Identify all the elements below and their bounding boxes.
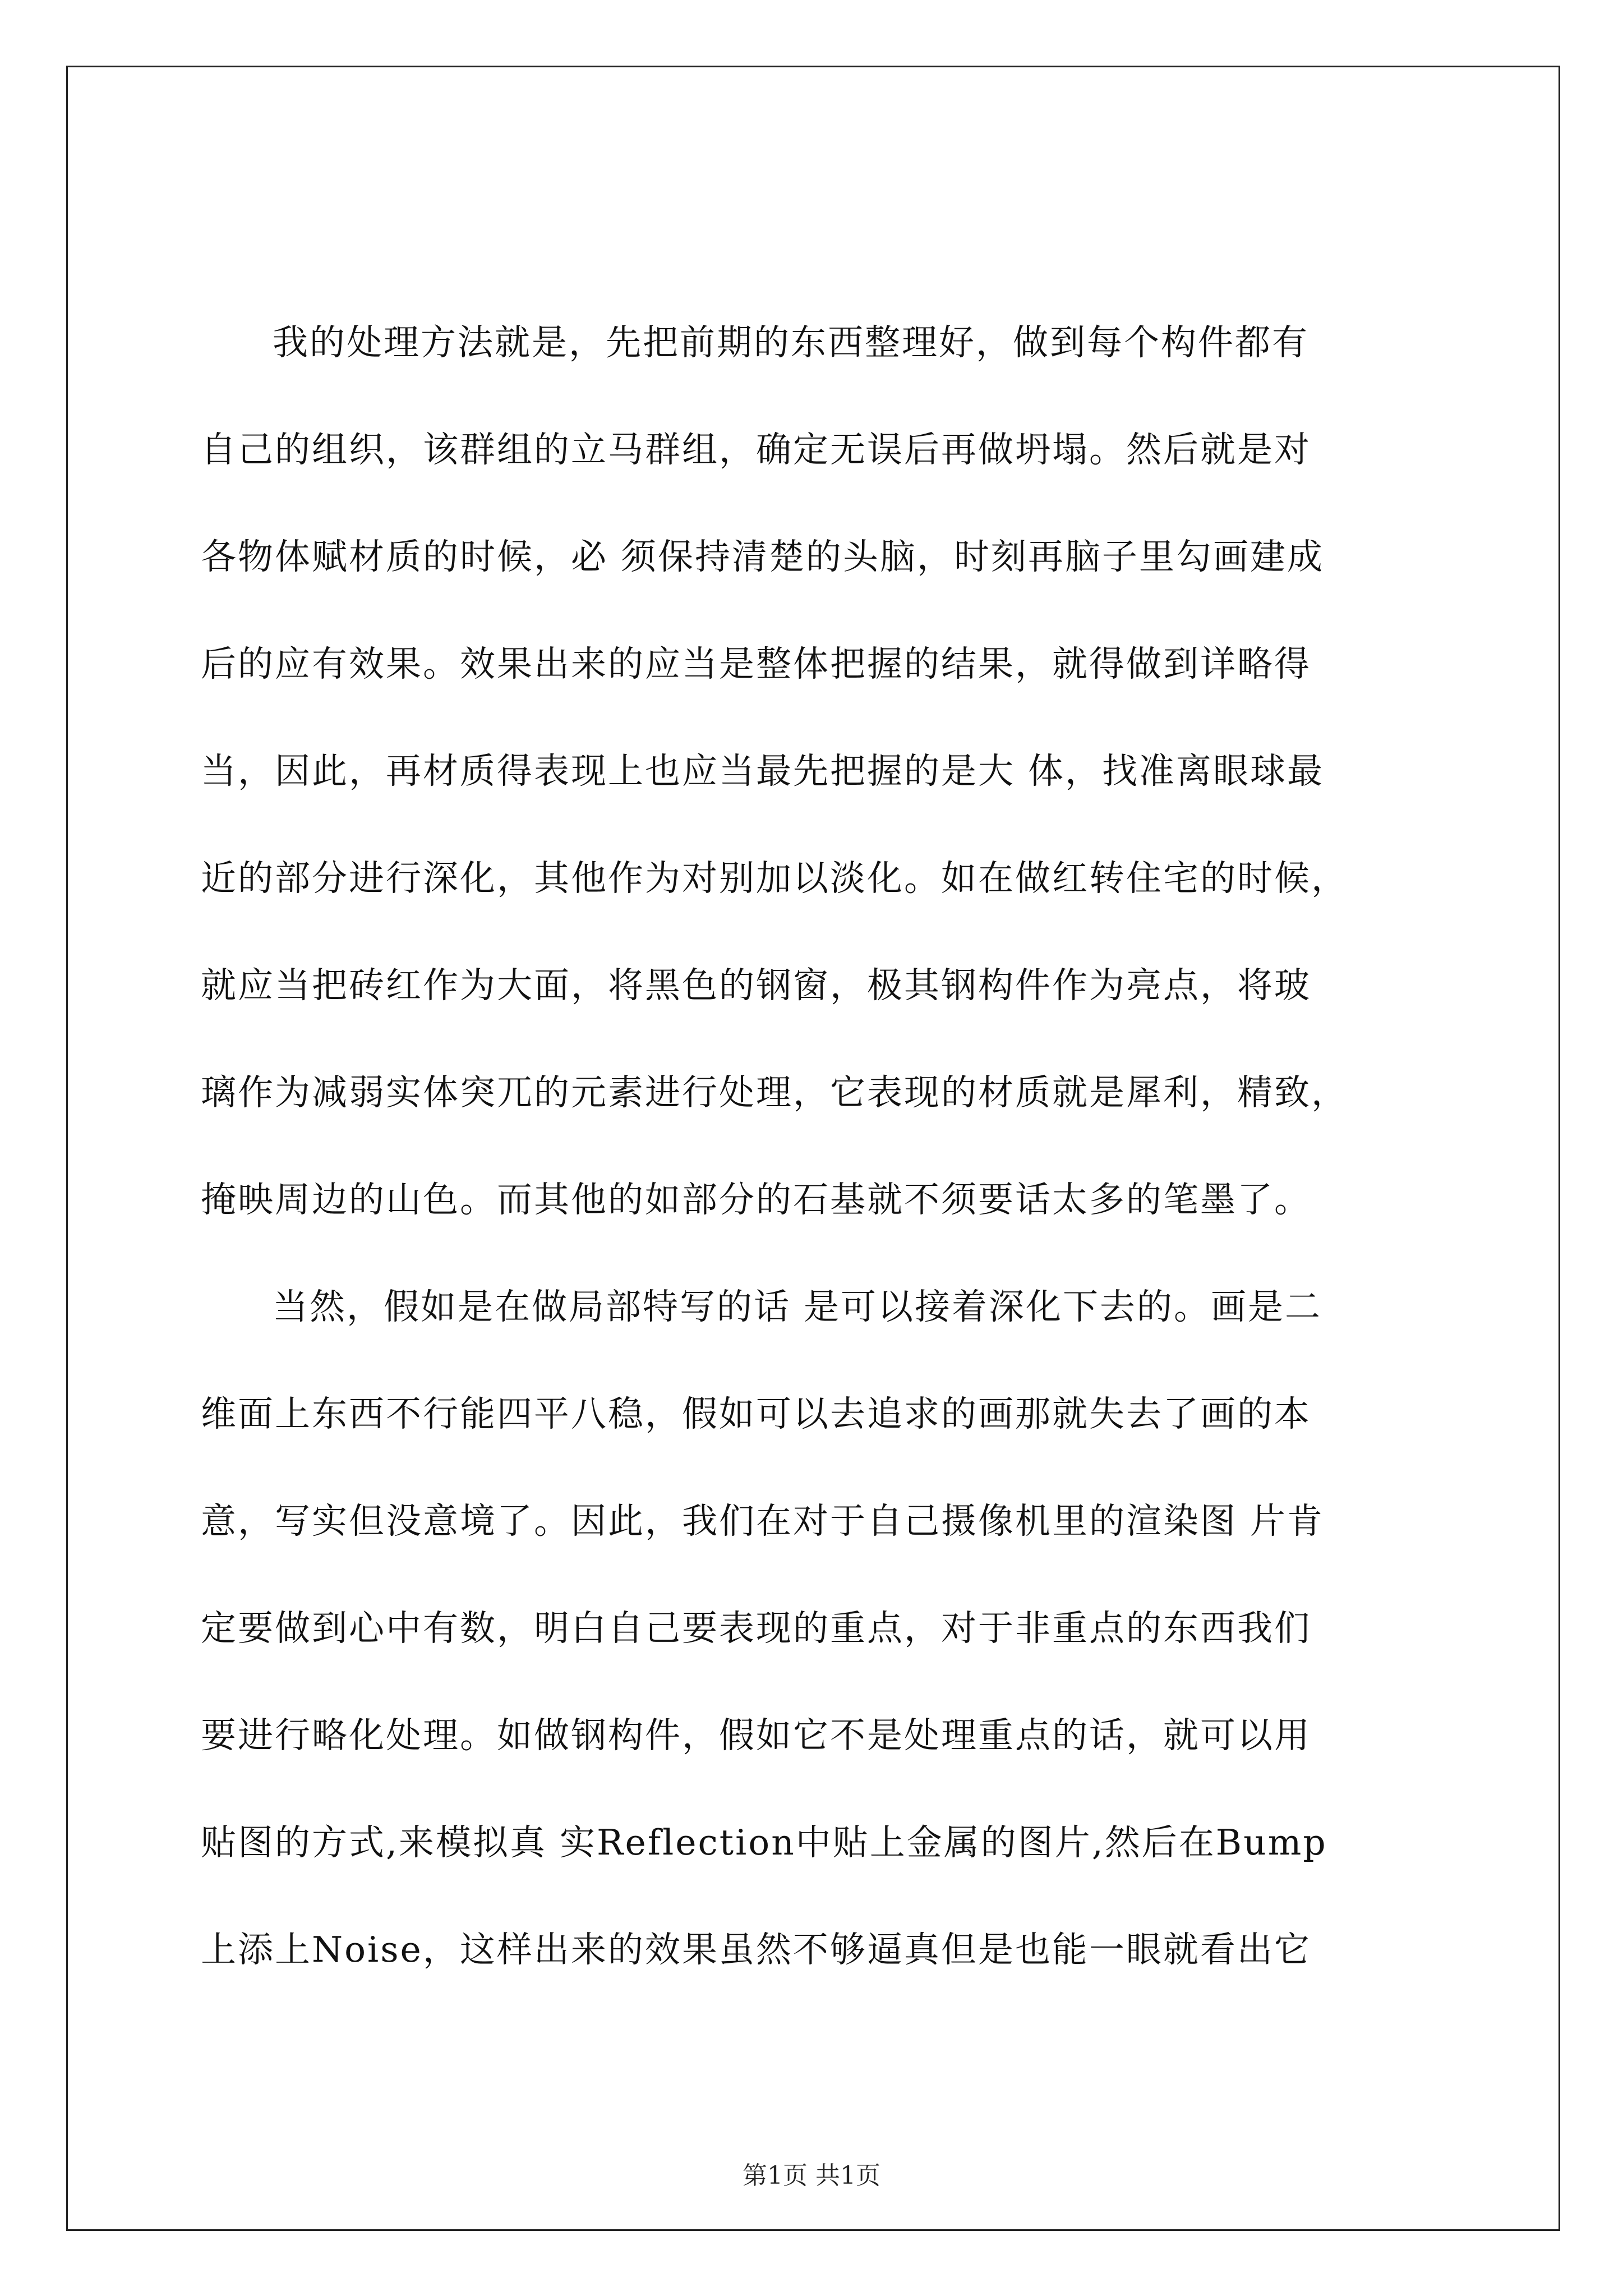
paragraph-2-line-7: 上添上Noise，这样出来的效果虽然不够逼真但是也能一眼就看出它 [201, 1929, 1311, 1970]
paragraph-1-line-8: 璃作为减弱实体突兀的元素进行处理，它表现的材质就是犀利，精致， [201, 1072, 1348, 1113]
paragraph-1-line-2: 自己的组织，该群组的立马群组，确定无误后再做坍塌。然后就是对 [201, 429, 1311, 470]
paragraph-1-line-6: 近的部分进行深化，其他作为对别加以淡化。如在做红转住宅的时候， [201, 858, 1348, 899]
paragraph-2-line-4: 定要做到心中有数，明白自己要表现的重点，对于非重点的东西我们 [201, 1608, 1311, 1649]
paragraph-1-line-5: 当，因此，再材质得表现上也应当最先把握的是大 体，找准离眼球最 [201, 751, 1325, 792]
body-text [201, 289, 1435, 2003]
paragraph-1-line-4: 后的应有效果。效果出来的应当是整体把握的结果，就得做到详略得 [201, 643, 1311, 684]
page-footer: 第1页 共1页 [743, 2161, 880, 2190]
paragraph-2-line-1: 当然，假如是在做局部特写的话 是可以接着深化下去的。画是二 [273, 1286, 1322, 1327]
paragraph-2-line-2: 维面上东西不行能四平八稳，假如可以去追求的画那就失去了画的本 [201, 1393, 1311, 1434]
paragraph-2-line-6: 贴图的方式,来模拟真 实Reflection中贴上金属的图片,然后在Bump [201, 1822, 1327, 1863]
paragraph-2-line-5: 要进行略化处理。如做钢构件，假如它不是处理重点的话，就可以用 [201, 1715, 1311, 1756]
paragraph-1-line-3: 各物体赋材质的时候，必 须保持清楚的头脑，时刻再脑子里勾画建成 [201, 536, 1325, 577]
paragraph-1-line-9: 掩映周边的山色。而其他的如部分的石基就不须要话太多的笔墨了。 [201, 1179, 1311, 1220]
paragraph-1-line-7: 就应当把砖红作为大面，将黑色的钢窗，极其钢构件作为亮点，将玻 [201, 965, 1311, 1006]
paragraph-1-line-1: 我的处理方法就是，先把前期的东西整理好，做到每个构件都有 [273, 322, 1309, 363]
paragraph-2-line-3: 意，写实但没意境了。因此，我们在对于自己摄像机里的渲染图 片肯 [201, 1501, 1325, 1542]
